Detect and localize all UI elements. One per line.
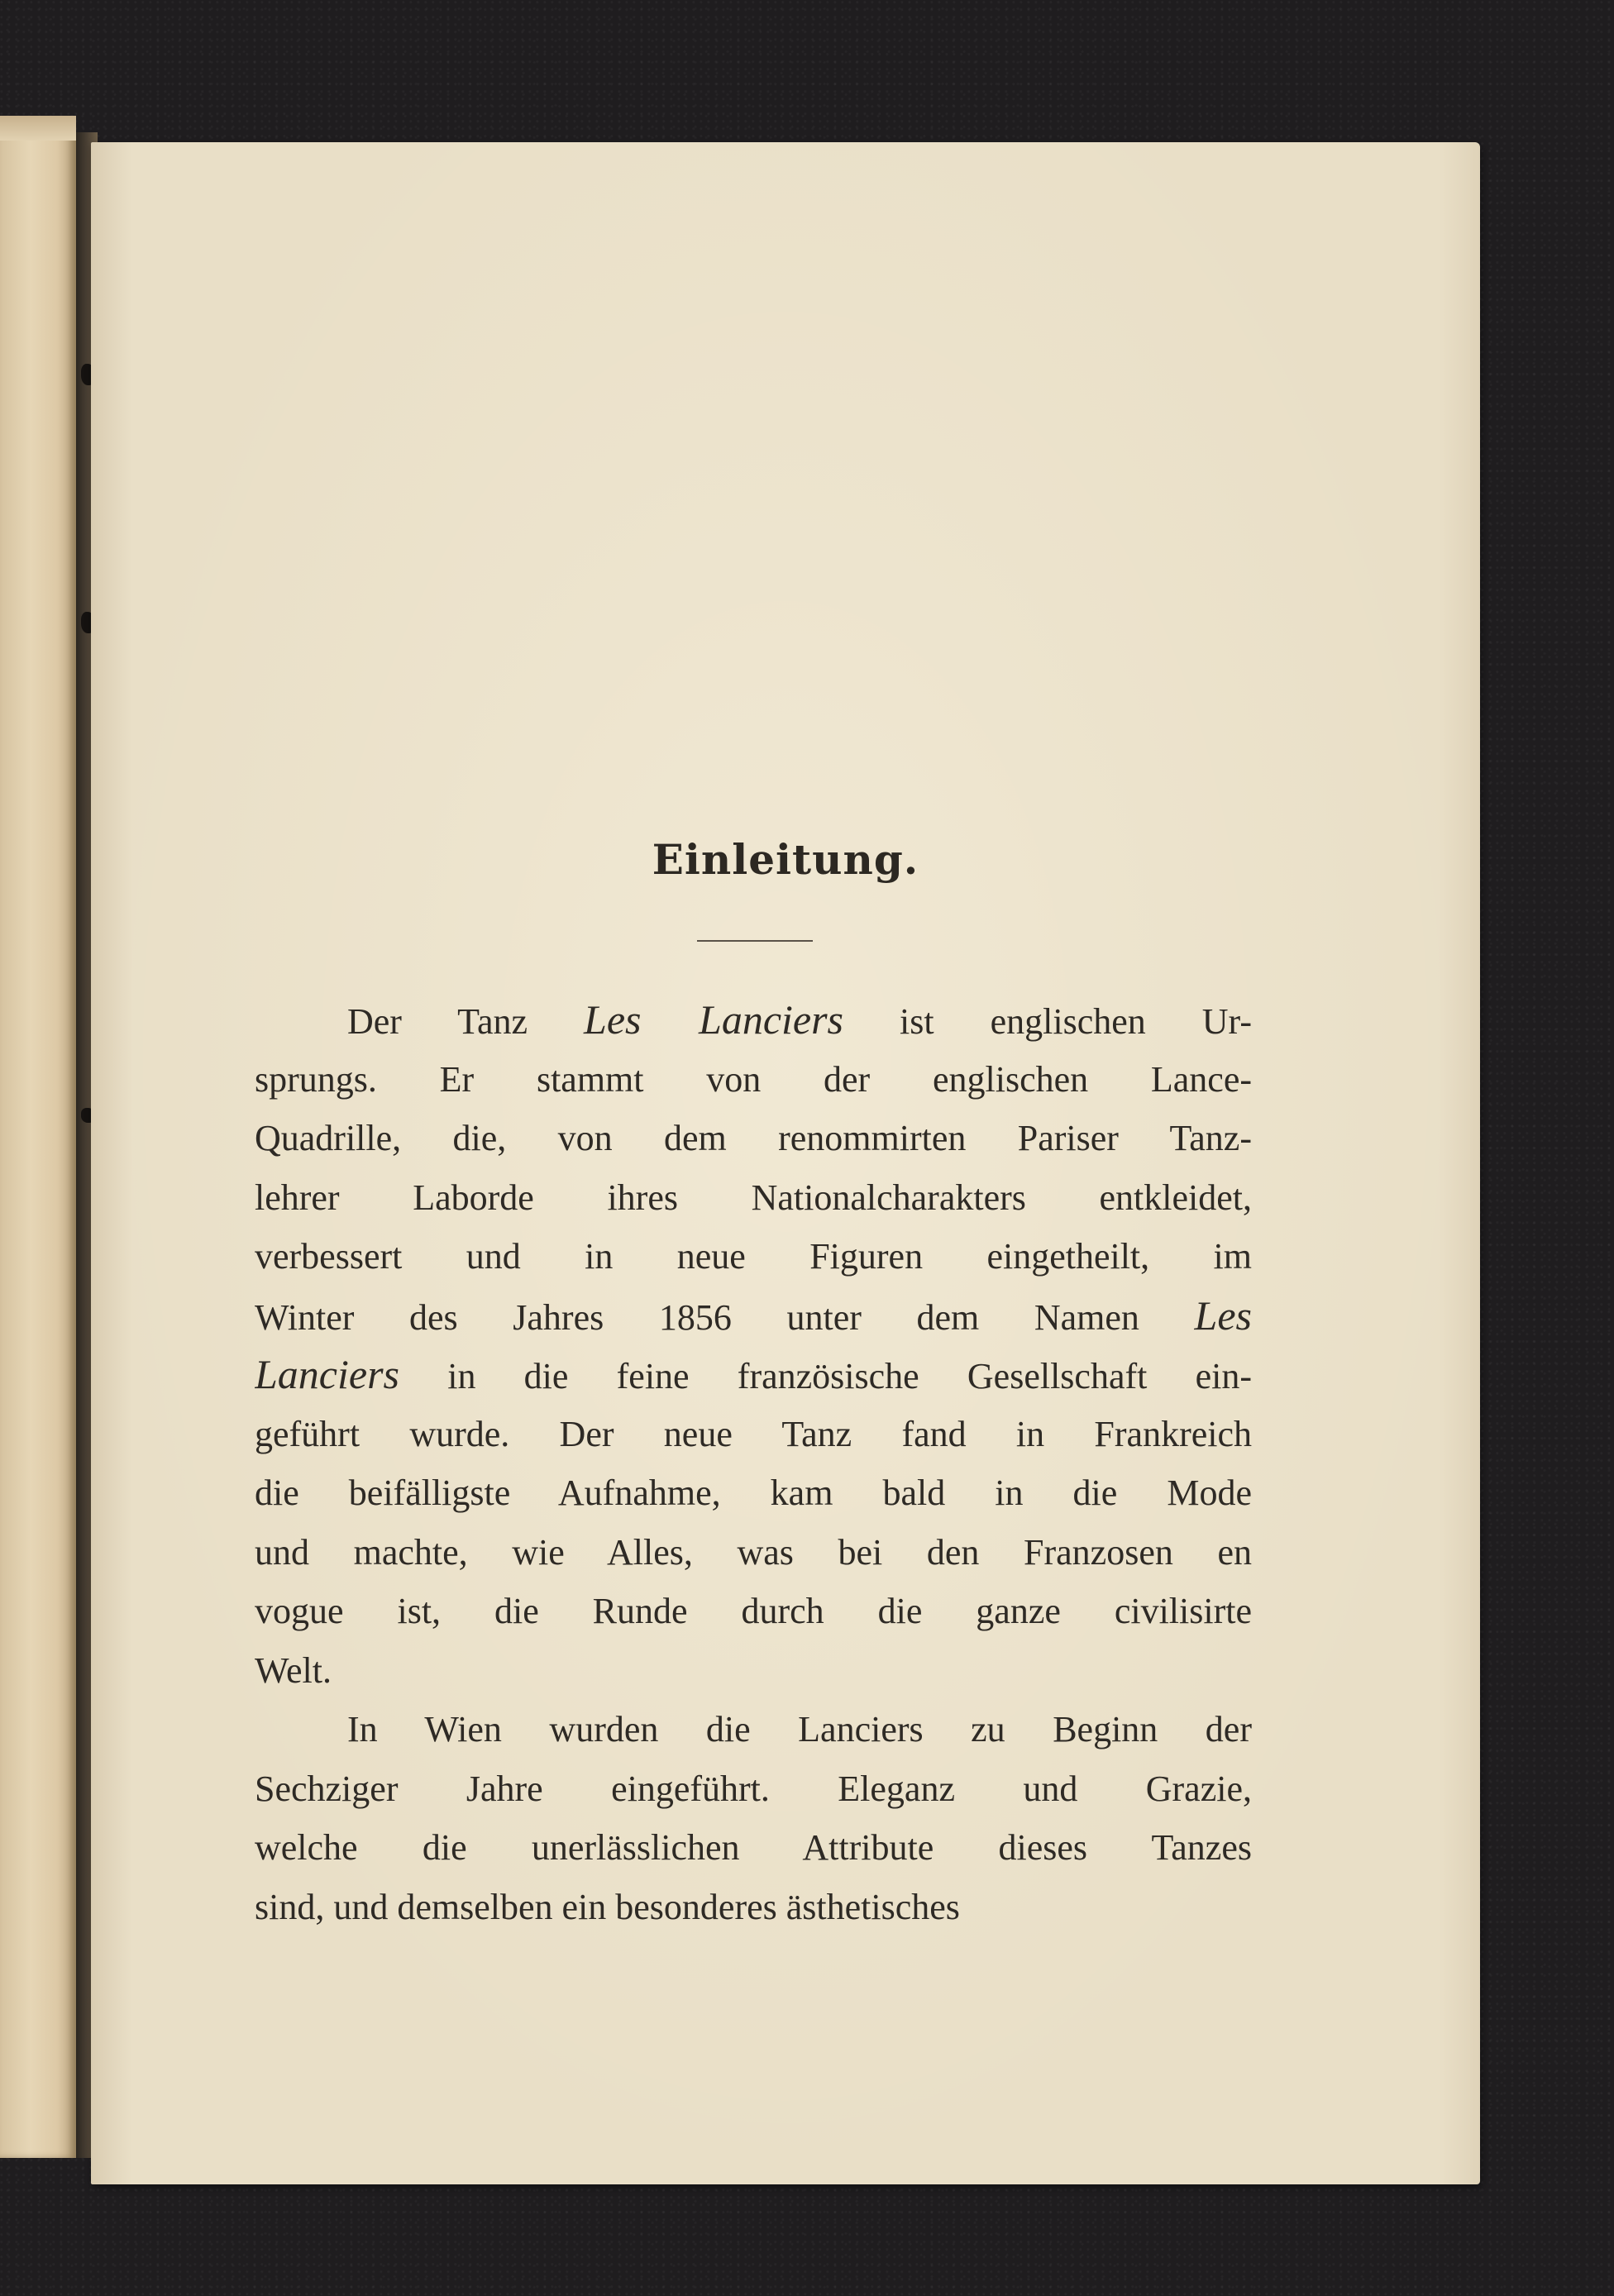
- text-line: [255, 1523, 1252, 1582]
- text-segment: verbessert und in neue Figuren eingetheilt, im: [255, 1236, 1252, 1277]
- text-line: [255, 1405, 1252, 1464]
- text-segment: und machte, wie Alles, was bei den Franzosen en: [255, 1531, 1252, 1573]
- text-line: [255, 1050, 1252, 1110]
- text-segment: sprungs. Er stammt von der englischen Lance-: [255, 1058, 1252, 1100]
- book-page: [91, 142, 1480, 2184]
- text-line: [255, 1759, 1252, 1819]
- text-line: [255, 1818, 1252, 1878]
- text-segment: In Wien wurden die Lanciers zu Beginn der: [347, 1709, 1252, 1749]
- text-line: [255, 1227, 1252, 1286]
- text-line: [255, 1700, 1252, 1759]
- text-segment: die beifälligste Aufnahme, kam bald in die Mode: [255, 1473, 1252, 1513]
- text-segment: Der Tanz: [347, 1001, 585, 1042]
- text-line: [255, 1286, 1252, 1346]
- text-segment: lehrer Laborde ihres Nationalcharakters entkleidet,: [255, 1177, 1252, 1218]
- text-segment: geführt wurde. Der neue Tanz fand in Frankreich: [255, 1413, 1252, 1454]
- text-line: [255, 1463, 1252, 1523]
- body-text: [255, 990, 1252, 1936]
- text-segment: welche die unerlässlichen Attribute dieses Tanzes: [255, 1827, 1252, 1868]
- text-segment: Quadrille, die, von dem renommirten Pariser Tanz-: [255, 1118, 1252, 1158]
- text-segment: ist englischen Ur-: [843, 1001, 1252, 1042]
- text-line: [255, 1168, 1252, 1228]
- heading-rule: [697, 940, 813, 942]
- text-segment: sind, und demselben ein besonderes ästhetisches: [255, 1886, 960, 1927]
- chapter-heading: Einleitung.: [652, 835, 919, 884]
- text-segment: in die feine französische Gesellschaft ein-: [399, 1356, 1252, 1396]
- italic-term: Les: [1194, 1291, 1252, 1339]
- italic-term: Les Lanciers: [584, 996, 844, 1043]
- previous-pages-edge: [0, 116, 76, 2158]
- text-line: [255, 1345, 1252, 1405]
- text-line: [255, 990, 1252, 1050]
- text-segment: Welt.: [255, 1649, 332, 1691]
- italic-term: Lanciers: [255, 1351, 399, 1397]
- text-line: [255, 1582, 1252, 1641]
- text-segment: Winter des Jahres 1856 unter dem Namen: [255, 1296, 1195, 1338]
- text-segment: Sechziger Jahre eingeführt. Eleganz und Grazie,: [255, 1768, 1252, 1809]
- text-line: [255, 1641, 1252, 1701]
- text-line: [255, 1109, 1252, 1168]
- text-segment: vogue ist, die Runde durch die ganze civilisirte: [255, 1591, 1252, 1631]
- text-line: [255, 1878, 1252, 1937]
